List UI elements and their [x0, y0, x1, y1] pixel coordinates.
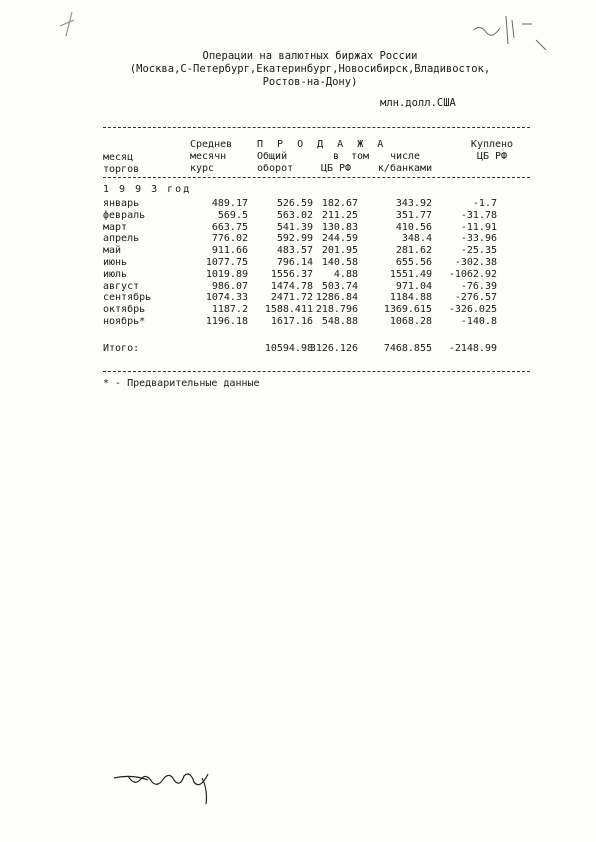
- header-cb: в ЦБ РФ: [320, 151, 352, 174]
- title-line-3: Ростов-на-Дону): [262, 76, 358, 88]
- table-row: [0, 304, 596, 316]
- corner-mark: [52, 8, 82, 44]
- bought-cell: -276.57: [454, 292, 497, 304]
- total-cb: 3126.126: [309, 343, 358, 354]
- banks-cell: 655.56: [395, 257, 432, 268]
- cb-cell: 244.59: [321, 233, 358, 245]
- cb-cell: 1286.84: [315, 292, 358, 304]
- month-cell: апрель: [103, 233, 140, 245]
- unit-label: млн.долл.США: [380, 97, 456, 109]
- total-turnover: 10594.98: [264, 343, 313, 354]
- year-label: 1 9 9 3 год: [103, 184, 192, 195]
- table-row: [0, 257, 596, 269]
- turnover-cell: 1617.16: [270, 316, 313, 327]
- banks-cell: 281.62: [395, 245, 432, 257]
- total-label: Итого:: [103, 343, 140, 354]
- table-row: [0, 269, 596, 281]
- banks-cell: 1369.615: [383, 304, 432, 316]
- cb-cell: 548.88: [321, 316, 358, 327]
- turnover-cell: 563.02: [276, 209, 313, 221]
- avg-rate-cell: 1196.18: [205, 316, 248, 327]
- cb-cell: 140.58: [321, 257, 358, 268]
- bought-cell: -140.8: [460, 316, 497, 327]
- turnover-cell: 796.14: [276, 257, 313, 268]
- signature: [112, 760, 222, 810]
- avg-rate-cell: 986.07: [211, 280, 248, 292]
- cb-cell: 182.67: [321, 198, 358, 209]
- month-cell: июнь: [103, 257, 128, 268]
- month-cell: июль: [103, 268, 128, 280]
- bought-cell: -31.78: [460, 209, 497, 221]
- header-total-turnover: Общий оборот: [257, 151, 294, 174]
- turnover-cell: 592.99: [276, 233, 313, 245]
- avg-rate-cell: 663.75: [211, 221, 248, 233]
- table-row: [0, 233, 596, 245]
- avg-rate-cell: 1074.33: [205, 292, 248, 304]
- cb-cell: 130.83: [321, 221, 358, 233]
- month-cell: октябрь: [103, 304, 146, 316]
- table-row: [0, 222, 596, 234]
- cb-cell: 211.25: [321, 209, 358, 221]
- cb-cell: 4.88: [333, 268, 358, 280]
- turnover-cell: 2471.72: [270, 292, 313, 304]
- table-row: [0, 210, 596, 222]
- month-cell: август: [103, 280, 140, 292]
- month-cell: сентябрь: [103, 292, 152, 304]
- bought-cell: -1.7: [472, 198, 497, 209]
- banks-cell: 348.4: [401, 233, 432, 245]
- avg-rate-cell: 569.5: [217, 209, 248, 221]
- banks-cell: 351.77: [395, 209, 432, 221]
- turnover-cell: 1556.37: [270, 268, 313, 280]
- total-bought: -2148.99: [448, 343, 497, 354]
- turnover-cell: 526.59: [276, 198, 313, 209]
- header-bought: Куплено ЦБ РФ: [470, 139, 514, 162]
- avg-rate-cell: 776.02: [211, 233, 248, 245]
- avg-rate-cell: 1077.75: [205, 257, 248, 268]
- bought-cell: -302.38: [454, 257, 497, 268]
- header-rule: [103, 177, 530, 178]
- banks-cell: 1184.88: [389, 292, 432, 304]
- header-avg-rate: Среднев месячн курс: [190, 139, 233, 174]
- bottom-rule: [103, 371, 530, 372]
- header-banks: числе к/банками: [377, 151, 433, 174]
- table-row: [0, 316, 596, 328]
- table-row: [0, 292, 596, 304]
- turnover-cell: 1588.411: [264, 304, 313, 316]
- bought-cell: -33.96: [460, 233, 497, 245]
- bought-cell: -25.35: [460, 245, 497, 257]
- total-banks: 7468.855: [383, 343, 432, 354]
- title-line-2: (Москва,С-Петербург,Екатеринбург,Новосибирск,Владивосток,: [129, 63, 491, 75]
- month-cell: май: [103, 245, 122, 257]
- avg-rate-cell: 1187.2: [211, 304, 248, 316]
- document-title: [80, 50, 540, 89]
- banks-cell: 971.04: [395, 280, 432, 292]
- banks-cell: 1068.28: [389, 316, 432, 327]
- total-row: [0, 343, 596, 355]
- corner-signature: [470, 10, 550, 50]
- table-row: [0, 245, 596, 257]
- table-row: [0, 198, 596, 210]
- bought-cell: -1062.92: [448, 268, 497, 280]
- avg-rate-cell: 489.17: [211, 198, 248, 209]
- banks-cell: 1551.49: [389, 268, 432, 280]
- cb-cell: 201.95: [321, 245, 358, 257]
- turnover-cell: 1474.78: [270, 280, 313, 292]
- month-cell: февраль: [103, 209, 146, 221]
- banks-cell: 410.56: [395, 221, 432, 233]
- month-cell: ноябрь*: [103, 316, 146, 327]
- header-month: месяц торгов: [103, 152, 140, 175]
- turnover-cell: 483.57: [276, 245, 313, 257]
- cb-cell: 503.74: [321, 280, 358, 292]
- month-cell: март: [103, 221, 128, 233]
- month-cell: январь: [103, 198, 140, 209]
- turnover-cell: 541.39: [276, 221, 313, 233]
- bought-cell: -76.39: [460, 280, 497, 292]
- bought-cell: -326.025: [448, 304, 497, 316]
- banks-cell: 343.92: [395, 198, 432, 209]
- cb-cell: 218.796: [315, 304, 358, 316]
- top-rule: [103, 127, 530, 128]
- title-line-1: Операции на валютных биржах России: [202, 50, 418, 62]
- avg-rate-cell: 911.66: [211, 245, 248, 257]
- header-sales: П Р О Д А Ж А: [257, 139, 388, 150]
- avg-rate-cell: 1019.89: [205, 268, 248, 280]
- bought-cell: -11.91: [460, 221, 497, 233]
- table-row: [0, 281, 596, 293]
- footnote: * - Предварительные данные: [103, 378, 260, 389]
- header-including: том: [351, 151, 370, 162]
